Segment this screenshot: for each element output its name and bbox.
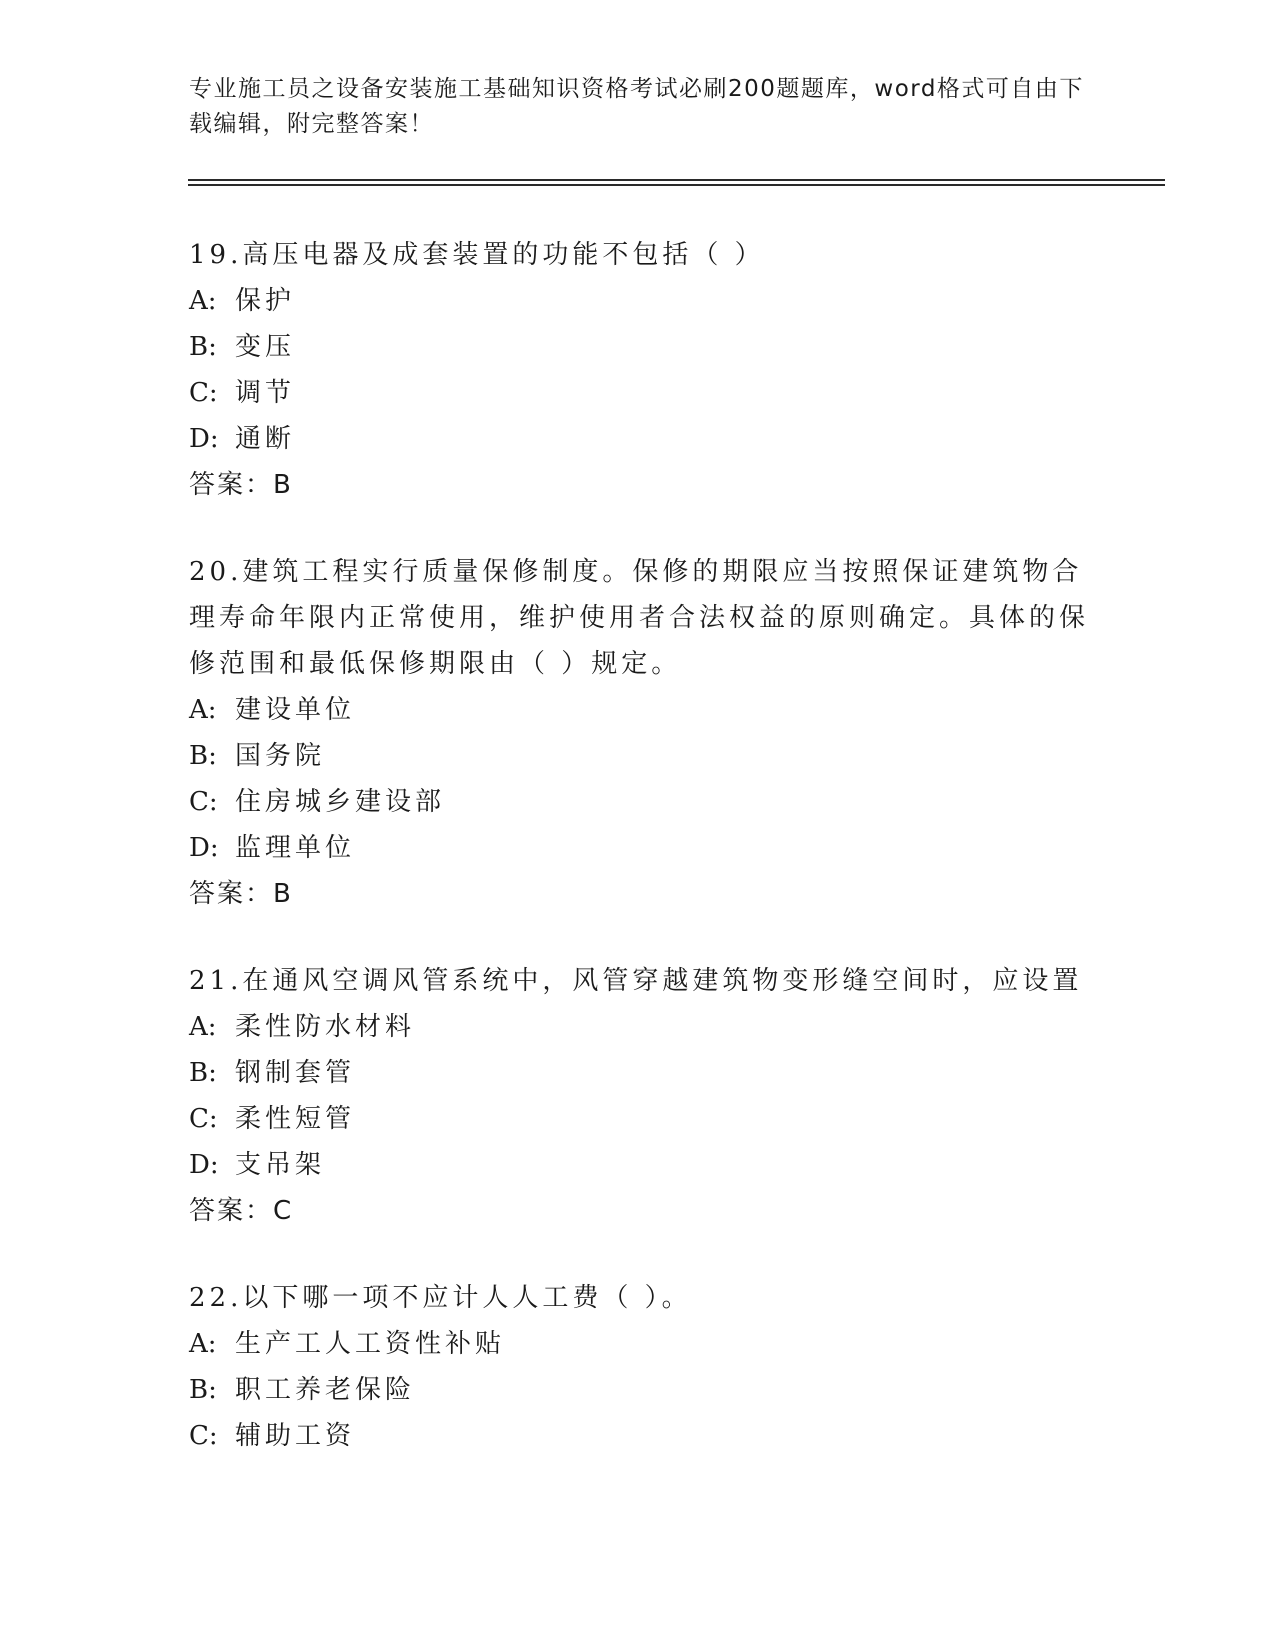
option-c [189,370,1089,416]
option-key: C: [189,378,218,408]
option-text: 职工养老保险 [235,1375,416,1405]
option-text: 柔性短管 [235,1104,356,1134]
option-a [189,1004,1089,1050]
option-d [189,1142,1089,1188]
option-c [189,1413,1089,1459]
option-text: 调节 [235,378,296,408]
answer: 答案：B [189,470,293,500]
question-stem: 20.建筑工程实行质量保修制度。保修的期限应当按照保证建筑物合理寿命年限内正常使用，维护使用者合法权益的原则确定。具体的保修范围和最低保修期限由（ ）规定。 [189,557,1090,679]
option-b [189,733,1089,779]
option-text: 柔性防水材料 [235,1012,416,1042]
option-text: 保护 [235,286,296,316]
option-text: 住房城乡建设部 [235,787,446,817]
header-rule-bottom [188,184,1165,186]
option-a [189,687,1089,733]
answer: 答案：B [189,879,293,909]
option-text: 通断 [235,424,296,454]
option-key: D: [189,424,219,454]
option-text: 变压 [235,332,296,362]
option-key: C: [189,1104,218,1134]
option-text: 钢制套管 [235,1058,356,1088]
option-b [189,324,1089,370]
question-list [189,232,1089,1500]
question-stem: 22.以下哪一项不应计人人工费（ ）。 [189,1283,692,1313]
option-key: B: [189,1375,217,1405]
header-rule-top [188,179,1165,181]
option-text: 建设单位 [235,695,356,725]
question-19 [189,232,1089,508]
option-key: A: [189,1329,217,1359]
option-key: D: [189,1150,219,1180]
question-stem: 19.高压电器及成套装置的功能不包括（ ） [189,240,765,270]
option-key: A: [189,286,217,316]
question-21 [189,958,1089,1234]
option-a [189,278,1089,324]
option-d [189,416,1089,462]
option-b [189,1050,1089,1096]
option-key: A: [189,695,217,725]
option-key: B: [189,332,217,362]
option-key: C: [189,787,218,817]
question-22 [189,1275,1089,1459]
option-b [189,1367,1089,1413]
option-key: D: [189,833,219,863]
option-d [189,825,1089,871]
option-text: 辅助工资 [235,1421,356,1451]
option-text: 生产工人工资性补贴 [235,1329,506,1359]
option-text: 国务院 [235,741,326,771]
option-key: B: [189,741,217,771]
document-header: 专业施工员之设备安装施工基础知识资格考试必刷200题题库，word格式可自由下载编辑，附完整答案！ [189,76,1084,137]
option-c [189,1096,1089,1142]
option-text: 支吊架 [235,1150,326,1180]
option-a [189,1321,1089,1367]
option-c [189,779,1089,825]
option-key: B: [189,1058,217,1088]
option-key: C: [189,1421,218,1451]
option-text: 监理单位 [235,833,356,863]
answer: 答案：C [189,1196,294,1226]
question-stem: 21.在通风空调风管系统中，风管穿越建筑物变形缝空间时，应设置 [189,966,1083,996]
question-20 [189,549,1089,917]
option-key: A: [189,1012,217,1042]
